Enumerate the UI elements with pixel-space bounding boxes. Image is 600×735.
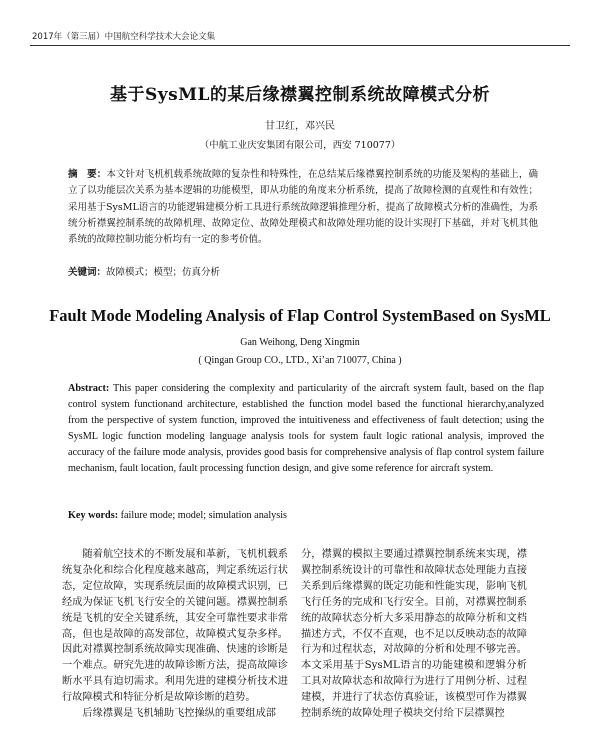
abstract-cn <box>68 167 538 248</box>
paper-title-en: Fault Mode Modeling Analysis of Flap Control SystemBased on SysML <box>49 306 551 325</box>
abstract-text-cn: 本文针对飞机机载系统故障的复杂性和特殊性，在总结某后缘襟翼控制系统的功能及架构的基础上，确立了以功能层次关系为基本逻辑的功能模型，即从功能的角度来分析系统，提高了故障检测的直观性和有效性；采用基于SysML语言的功能逻辑建模分析工具进行系统故障逻辑推理分析，提高了故障模式分析的准确性，为系统分析襟翼控制系统的故障机理、故障定位、故障处理模式和故障处理功能的设计实现打下基础，并对飞机其他系统的故障控制功能分析均有一定的参考价值。 <box>68 169 538 246</box>
authors-en: Gan Weihong, Deng Xingmin <box>240 337 360 348</box>
body-paragraph: 分，襟翼的模拟主要通过襟翼控制系统来实现，襟翼控制系统设计的可靠性和故障状态处理能力直接关系到后缘襟翼的既定功能和性能实现，影响飞机飞行任务的完成和飞行安全。目前，对襟翼控制系统的故障状态分析大多采用静态的故障分析和文档描述方式，不仅不直观，也不足以反映动态的故障行为和过程状态，对故障的分析和处理不够完善。本文采用基于SysML语言的功能建模和逻辑分析工具对故障状态和故障行为进行了用例分析、过程建模，并进行了状态仿真验证，该模型可作为襟翼控制系统的故障处理子模块交付给下层襟翼控 <box>301 549 527 720</box>
keywords-cn <box>68 265 538 281</box>
keywords-text-cn: 故障模式；模型；仿真分析 <box>106 267 221 278</box>
proceedings-header: 2017年（第三届）中国航空科学技术大会论文集 <box>32 32 216 42</box>
keywords-label-cn: 关键词： <box>68 267 107 278</box>
abstract-label-en: Abstract: <box>68 383 110 394</box>
abstract-label-cn: 摘 要： <box>68 169 107 180</box>
affiliation-en: ( Qingan Group CO., LTD., Xi’an 710077, China ) <box>198 355 402 366</box>
authors-cn: 甘卫红，邓兴民 <box>265 121 335 132</box>
body-column-right <box>301 547 527 722</box>
header-divider <box>30 45 570 46</box>
abstract-en <box>68 381 544 476</box>
keywords-label-en: Key words: <box>68 510 119 521</box>
abstract-text-en: This paper considering the complexity and particularity of the aircraft system fault, based on the flap control system functionand architecture, established the function model based the functional hierarchy,analyzed from the perspective of system function, improved the intuitiveness and effectiveness of fault detection; using the SysML logic function modeling language analysis tools for system fault logic rational analysis, improved the accuracy of the failure mode analysis, provides good basis for comprehensive analysis of flap control system failure mechanism, fault location, fault processing function design, and give some reference for aircraft system. <box>68 383 544 474</box>
paper-title-cn: 基于SysML的某后缘襟翼控制系统故障模式分析 <box>110 85 490 105</box>
keywords-en <box>68 508 544 523</box>
body-paragraph: 后缘襟翼是飞机辅助飞控操纵的重要组成部 <box>82 708 276 720</box>
body-paragraph: 随着航空技术的不断发展和革新，飞机机载系统复杂化和综合化程度越来越高，判定系统运行状态，定位故障，实现系统层面的故障模式识别，已经成为保证飞机飞行安全的关键问题。襟翼控制系统是飞机的安全关键系统，其安全可靠性要求非常高，但也是故障的高发部位，故障模式复杂多样。因此对襟翼控制系统故障实现准确、快速的诊断是一个难点。研究先进的故障诊断方法，提高故障诊断水平具有迫切需求。利用先进的建模分析技术进行故障模式和特征分析是故障诊断的趋势。 <box>62 549 288 704</box>
affiliation-cn: （中航工业庆安集团有限公司，西安 710077） <box>199 140 401 151</box>
keywords-text-en: failure mode; model; simulation analysis <box>120 510 288 521</box>
body-column-left <box>62 547 288 722</box>
